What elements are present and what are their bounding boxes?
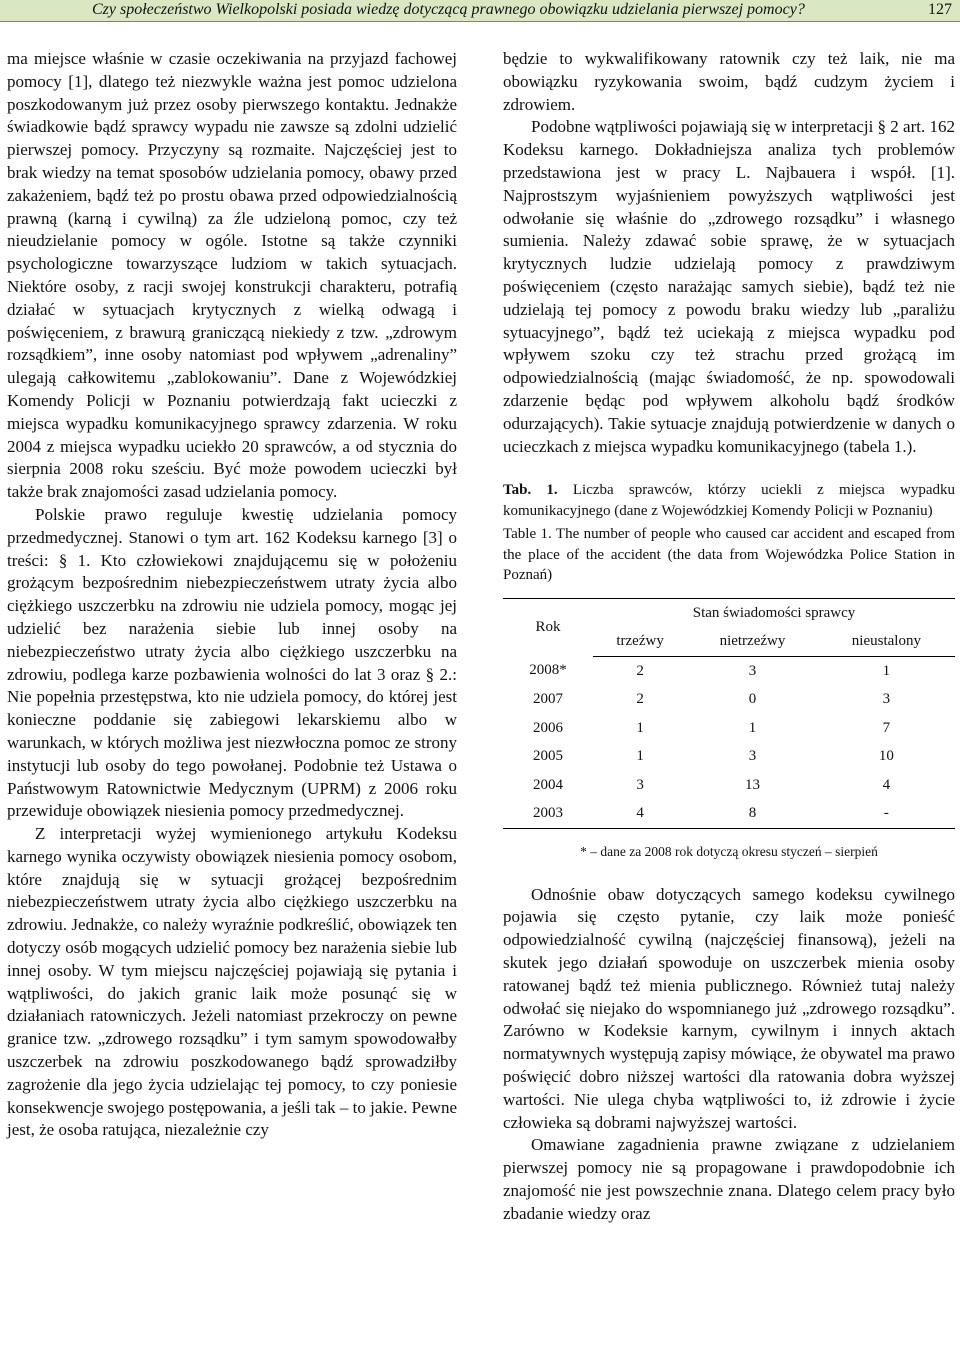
- paragraph: będzie to wykwalifikowany ratownik czy też laik, nie ma obowiązku ryzykowania swoim, bądź cudzym życiem i zdrowiem.: [503, 49, 955, 114]
- cell-value: 3: [748, 662, 757, 679]
- column-header: nieustalony: [818, 627, 955, 656]
- paragraph: Podobne wątpliwości pojawiają się w interpretacji § 2 art. 162 Kodeksu karnego. Dokładniejsza analiza tych problemów przedstawiona jest w pracy L. Najbauera i współ. [1]. Najprostszym wyjaśnieniem powyższych wątpliwości jest odwołanie się właśnie do „zdrowego rozsądku” i własnego sumienia. Należy zdawać sobie sprawę, że w sytuacjach krytycznych ludzie udzielają pomocy z prawdziwym poświęceniem (często narażając samych siebie), bądź też nie udzielają tej pomocy z powodu braku wiedzy lub „paraliżu sytuacyjnego”, bądź też uciekają z miejsca wypadku pod wpływem szoku czy też strachu przed grożącą im odpowiedzialnością (mając świadomość, że np. spowodowali zdarzenie będąc pod wpływem alkoholu bądź środków odurzających). Takie sytuacje znajdują potwierdzenie w danych o ucieczkach z miejsca wypadku komunikacyjnego (tabela 1.).: [503, 117, 955, 456]
- data-table: [503, 598, 955, 829]
- cell-value: 3: [748, 748, 757, 765]
- cell-value: 3: [636, 776, 644, 793]
- cell-value: 13: [744, 776, 760, 793]
- cell-year: 2008*: [529, 662, 567, 679]
- row-header: Rok: [503, 598, 593, 656]
- left-column: [7, 48, 457, 1142]
- caption-pl-text: Liczba sprawców, którzy uciekli z miejsca wypadku komunikacyjnego (dane z Wojewódzkiej Komendy Policji w Poznaniu): [503, 482, 956, 519]
- paragraph: Omawiane zagadnienia prawne związane z udzielaniem pierwszej pomocy nie są propagowane i prawdopodobnie ich znajomość nie jest powszechnie znana. Dlatego celem pracy było zbadanie wiedzy oraz: [503, 1135, 955, 1223]
- right-column: [503, 48, 955, 1226]
- caption-en: Table 1. The number of people who caused car accident and escaped from the place of the accident (the data from Wojewódzka Police Station in Poznań): [503, 526, 955, 584]
- cell-value: 4: [593, 799, 687, 828]
- cell-value: 1: [636, 748, 644, 765]
- cell-year: 2003: [503, 799, 593, 828]
- table-row: [503, 799, 955, 828]
- table-caption: [503, 480, 955, 586]
- cell-value: 1: [636, 719, 644, 736]
- cell-value: 1: [748, 719, 757, 736]
- paragraph: Odnośnie obaw dotyczących samego kodeksu cywilnego pojawia się często pytanie, czy laik może ponieść odpowiedzialność cywilną (najczęściej finansową), jeżeli na skutek jego działań spowoduje on uszczerbek mienia osoby ratowanej bądź też mienia publicznego. Również tutaj należy odwołać się niejako do wspomnianego już „zdrowego rozsądku”. Zarówno w Kodeksie karnym, cywilnym i innych aktach normatywnych występują zapisy mówiące, że obywatel ma prawo poświęcić dobro niższej wartości dla ratowania dobra wyższej wartości. Nie ulega chyba wątpliwości to, iż zdrowie i życie człowieka są dobrami najwyższej wartości.: [503, 884, 955, 1132]
- cell-value: -: [818, 799, 955, 828]
- paragraph: Z interpretacji wyżej wymienionego artykułu Kodeksu karnego wynika oczywisty obowiązek niesienia pomocy osobom, które znajdują się w sytuacji grożącej bezpośrednim niebezpieczeństwem utraty życia albo ciężkiego uszczerbku na zdrowiu. Jednakże, co należy wyraźnie podkreślić, obowiązek ten dotyczy osób mogących udzielić pomocy bez narażenia siebie lub innej osoby. W tym miejscu najczęściej pojawiają się pytania i wątpliwości, do jakich granic laik może posunąć się w działaniach ratowniczych. Jeżeli natomiast przekroczy on pewne granice tzw. „zdrowego rozsądku” i tym samym spowodowałby uszczerbek na zdrowiu poszkodowanego bądź sprowadziłby zagrożenie dla jego życia udzielając tej pomocy, to czy poniesie konsekwencje swojego postępowania, a jeśli tak – to jakie. Pewne jest, że osoba ratująca, niezależnie czy: [7, 824, 457, 1140]
- cell-year: 2004: [533, 776, 563, 793]
- cell-value: 1: [882, 662, 891, 679]
- column-header: nietrzeźwy: [687, 627, 818, 656]
- caption-label: Tab. 1.: [503, 482, 558, 499]
- paragraph: Polskie prawo reguluje kwestię udzielania pomocy przedmedycznej. Stanowi o tym art. 162 Kodeksu karnego [3] o treści: § 1. Kto człowiekowi znajdującemu się w położeniu grożącym bezpośrednim niebezpieczeństwem utraty życia albo ciężkiego uszczerbku na zdrowiu nie udziela pomocy, mogąc jej udzielić bez narażenia siebie lub innej osoby na niebezpieczeństwo utraty życia albo ciężkiego uszczerbku na zdrowiu, podlega karze pozbawienia wolności do lat 3 oraz § 2.: Nie popełnia przestępstwa, kto nie udziela pomocy, do której jest konieczne poddanie się zabiegowi lekarskiemu albo w warunkach, w których możliwa jest niezwłoczna pomoc ze strony instytucji lub osoby do tego powołanej. Podobnie też Ustawa o Państwowym Ratownictwie Medycznym (UPRM) z 2006 roku przewiduje obowiązek niesienia pomocy przedmedycznej.: [7, 504, 457, 821]
- column-header: trzeźwy: [593, 627, 687, 656]
- running-title: Czy społeczeństwo Wielkopolski posiada wiedzę dotyczącą prawnego obowiązku udzielania pierwszej pomocy?: [92, 1, 805, 18]
- cell-value: 2: [636, 662, 644, 679]
- cell-value: 10: [878, 748, 894, 765]
- table-row: [503, 714, 955, 743]
- table-footnote: * – dane za 2008 rok dotyczą okresu styczeń – sierpień: [580, 843, 878, 859]
- caption-pl: [503, 480, 955, 521]
- table-row: [503, 656, 955, 685]
- cell-year: 2005: [533, 748, 563, 765]
- cell-year: 2007: [533, 691, 563, 708]
- cell-year: 2006: [533, 719, 563, 736]
- page-header: [0, 0, 960, 22]
- table-row: [503, 685, 955, 714]
- cell-value: 8: [687, 799, 818, 828]
- cell-value: 0: [748, 691, 757, 708]
- page-number: 127: [928, 1, 952, 18]
- group-header: Stan świadomości sprawcy: [593, 598, 955, 627]
- table-row: [503, 771, 955, 800]
- cell-value: 4: [882, 776, 891, 793]
- cell-value: 3: [882, 691, 891, 708]
- cell-value: 2: [636, 691, 644, 708]
- cell-value: 7: [882, 719, 891, 736]
- paragraph: ma miejsce właśnie w czasie oczekiwania na przyjazd fachowej pomocy [1], dlatego też niezwykle ważna jest pomoc udzielona poszkodowanym już przez osoby pierwszego kontaktu. Jednakże świadkowie bądź sprawcy wypadu nie zawsze są zdolni udzielić pierwszej pomocy. Przyczyny są rozmaite. Najczęściej jest to brak wiedzy na temat sposobów udzielania pomocy, obawy przed zakażeniem, bądź też po prostu obawa przed odpowiedzialnością prawną (karną i cywilną) za źle udzieloną pomoc, czy też nieudzielanie pomocy w ogóle. Istotne są także czynniki psychologiczne towarzyszące ludziom w takich sytuacjach. Niektóre osoby, z racji swojej konstrukcji charakteru, potrafią działać w sytuacjach krytycznych z wielką odwagą i poświęceniem, z brawurą graniczącą niekiedy z tzw. „zdrowym rozsądkiem”, inne osoby natomiast pod wpływem „adrenaliny” ulegają całkowitemu „zablokowaniu”. Dane z Wojewódzkiej Komendy Policji w Poznaniu potwierdzają fakt ucieczki z miejsca wypadku komunikacyjnego sprawcy zdarzenia. W roku 2004 z miejsca wypadku uciekło 20 sprawców, a od stycznia do sierpnia 2008 roku sześciu. Być może powodem ucieczki był także brak znajomości zasad udzielania pomocy.: [7, 49, 457, 502]
- table-row: [503, 742, 955, 771]
